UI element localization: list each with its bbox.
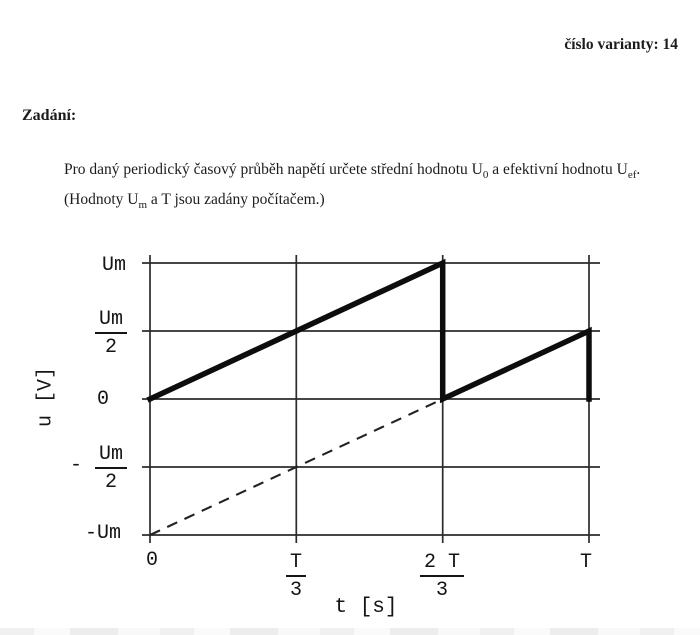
text-part: a T jsou zadány počítačem.)	[147, 190, 325, 208]
x-tick-zero: 0	[146, 549, 159, 572]
y-tick-um: Um	[102, 254, 127, 277]
y-tick-minus-um-half	[95, 443, 127, 494]
y-tick-um-half	[95, 308, 127, 359]
text-part: a efektivní hodnotu U	[488, 160, 628, 178]
page-bottom-artifact	[0, 628, 700, 635]
fraction-numerator: 2 T	[420, 551, 464, 577]
y-tick-minus-sign: -	[70, 454, 83, 477]
x-tick-two-t-thirds	[420, 551, 464, 602]
x-axis-title: t [s]	[334, 596, 398, 619]
assignment-heading: Zadání:	[22, 107, 77, 124]
variant-number: číslo varianty: 14	[564, 36, 678, 53]
fraction-numerator: Um	[95, 308, 127, 334]
x-tick-t: T	[580, 551, 593, 574]
subscript-um: m	[138, 198, 148, 211]
y-tick-zero: 0	[97, 388, 110, 411]
text-part: (Hodnoty U	[64, 190, 139, 208]
x-tick-t-thirds	[286, 551, 306, 602]
fraction-denominator: 2	[104, 336, 118, 359]
fraction-denominator: 3	[289, 579, 303, 602]
y-tick-minus-um: -Um	[85, 522, 122, 545]
fraction-denominator: 2	[104, 471, 118, 494]
subscript-uef: ef	[627, 168, 637, 181]
text-part: Pro daný periodický časový průběh napětí určete střední hodnotu U	[64, 160, 483, 178]
y-axis-title: u [V]	[34, 366, 58, 428]
fraction-denominator: 3	[435, 579, 449, 602]
subscript-u0: 0	[482, 168, 489, 181]
fraction-numerator: Um	[95, 443, 127, 469]
fraction-numerator: T	[286, 551, 306, 577]
text-part: .	[636, 160, 641, 178]
